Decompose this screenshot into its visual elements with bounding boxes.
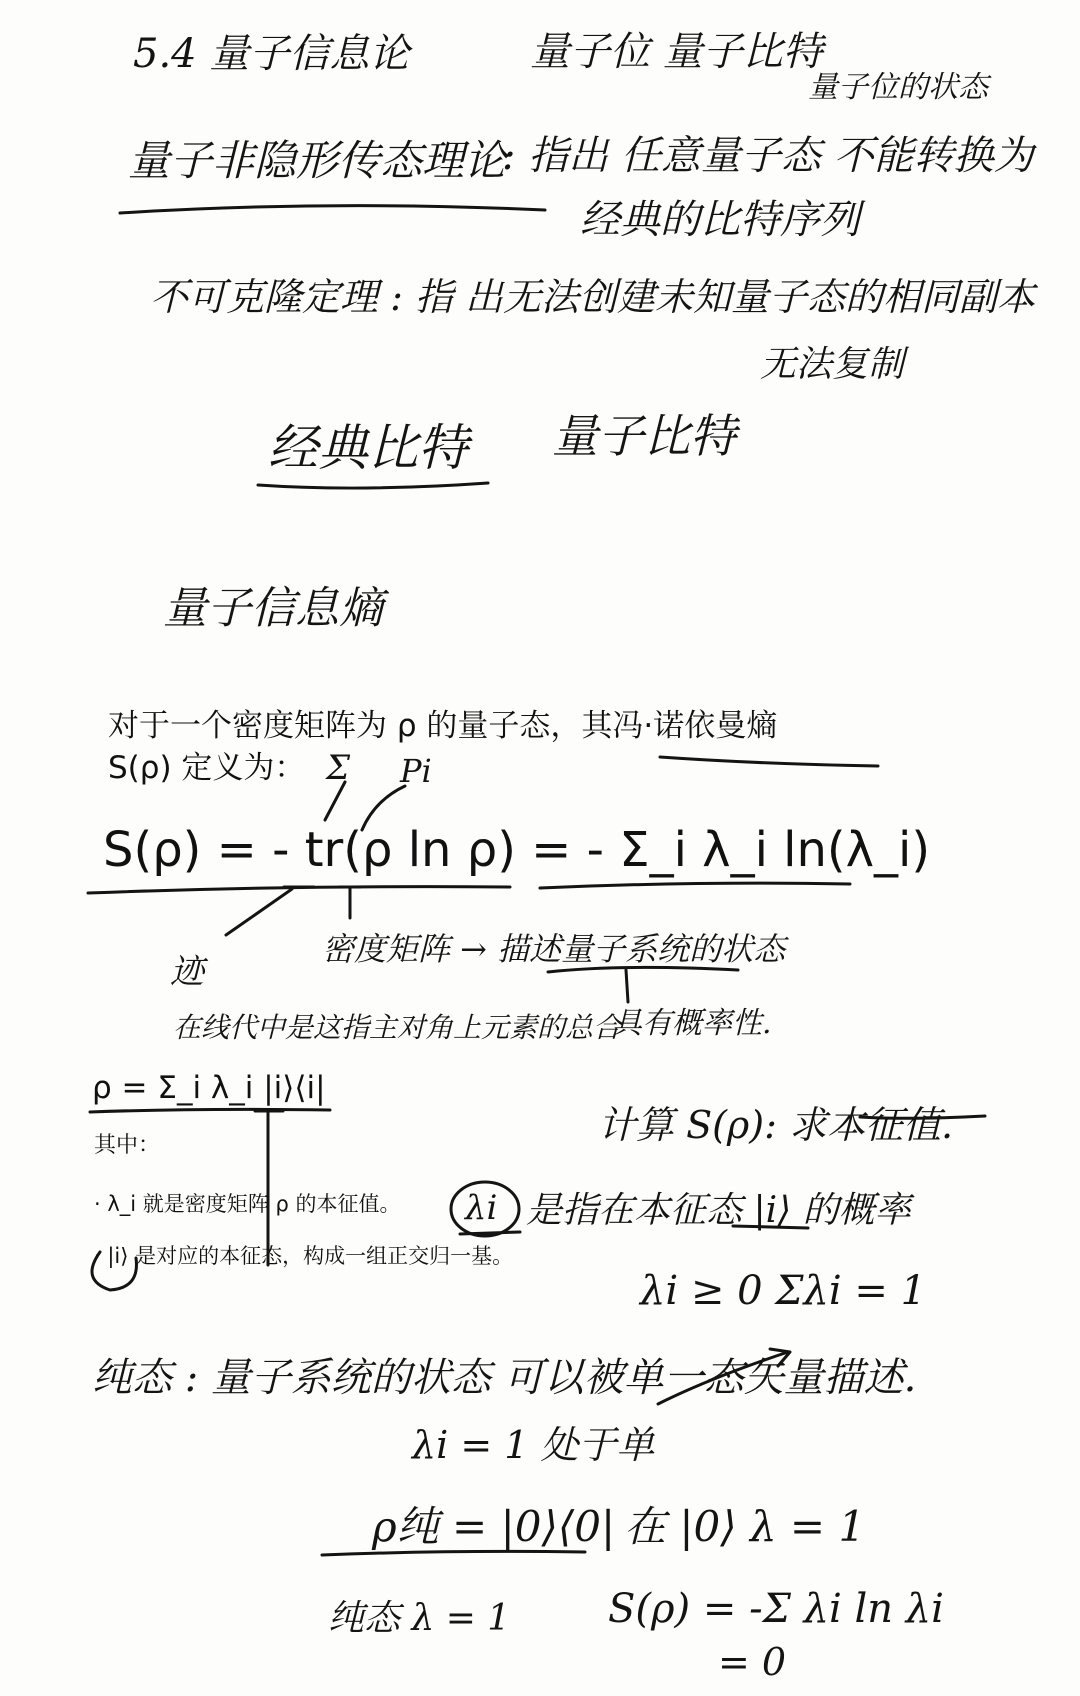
entropy-def-underline bbox=[660, 757, 878, 766]
pure-lambda: 纯态 λ = 1 bbox=[328, 1598, 511, 1639]
probabilistic-note: 具有概率性. bbox=[612, 1006, 772, 1041]
nonseparability-title: 量子非隐形传态理论 bbox=[128, 136, 507, 185]
trace-arrow bbox=[226, 889, 292, 935]
pure-density-matrix: ρ纯 = |0⟩⟨0| bbox=[372, 1502, 616, 1551]
bullet-eigenstate: · |i⟩ 是对应的本征态，构成一组正交归一基。 bbox=[94, 1244, 514, 1268]
no-cloning-theorem: 不可克隆定理 : 指 出无法创建未知量子态的相同副本 bbox=[150, 275, 1036, 319]
trace-label: 迹 bbox=[170, 952, 204, 992]
classical-bit-label: 经典比特 bbox=[268, 419, 468, 477]
where-label: 其中： bbox=[94, 1133, 161, 1158]
rho-definition: ρ = Σ_i λ_i |i⟩⟨i| bbox=[92, 1070, 326, 1106]
nonseparability-desc: : 指出 任意量子态 不能转换为 bbox=[502, 133, 1034, 179]
formula-underline-right bbox=[540, 883, 850, 888]
nonseparability-desc-2: 经典的比特序列 bbox=[580, 197, 860, 243]
rho-mark bbox=[340, 887, 360, 918]
quantum-bit-label: 量子比特 bbox=[552, 409, 736, 463]
rho-def-underline bbox=[90, 1109, 330, 1112]
no-cloning-short: 无法复制 bbox=[760, 344, 905, 385]
pi-note: Pi bbox=[400, 752, 432, 790]
quantum-entropy-title: 量子信息熵 bbox=[163, 583, 383, 634]
trace-desc: 在线代中是这指主对角上元素的总合 bbox=[173, 1011, 622, 1044]
in-state-note: 在 |0⟩ λ = 1 bbox=[624, 1502, 866, 1551]
calc-note: 计算 S(ρ): 求本征值. bbox=[598, 1103, 954, 1147]
bullet-eigenvalue: · λ_i 就是密度矩阵 ρ 的本征值。 bbox=[94, 1192, 401, 1216]
density-note: 密度矩阵 → 描述量子系统的状态 bbox=[322, 930, 786, 968]
lambda-desc: 是指在本征态 |i⟩ 的概率 bbox=[526, 1190, 911, 1231]
entropy-formula: S(ρ) = - tr(ρ ln ρ) = - Σ_i λ_i ln(λ_i) bbox=[103, 822, 931, 878]
intro-line-1: 对于一个密度矩阵为 ρ 的量子态，其冯·诺依曼熵 bbox=[108, 708, 778, 744]
lambda-underline bbox=[460, 1232, 520, 1234]
intro-line-2: S(ρ) 定义为： bbox=[108, 750, 306, 786]
classical-bit-underline bbox=[258, 483, 488, 488]
entropy-result: = 0 bbox=[718, 1640, 787, 1684]
section-heading: 5.4 量子信息论 bbox=[133, 31, 410, 77]
entropy-calc: S(ρ) = -Σ λi ln λi bbox=[608, 1586, 944, 1632]
title-underline bbox=[120, 206, 545, 213]
qubit-state-note: 量子位的状态 bbox=[808, 70, 988, 105]
lambda-i: λi bbox=[465, 1188, 498, 1228]
lambda-one: λi = 1 处于单 bbox=[412, 1423, 655, 1467]
qubit-terms: 量子位 量子比特 bbox=[530, 29, 823, 75]
sigma-note: Σ bbox=[326, 748, 351, 788]
probability-constraint: λi ≥ 0 Σλi = 1 bbox=[640, 1268, 927, 1314]
pure-state-def: 纯态 : 量子系统的状态 可以被单一态矢量描述. bbox=[92, 1355, 917, 1401]
